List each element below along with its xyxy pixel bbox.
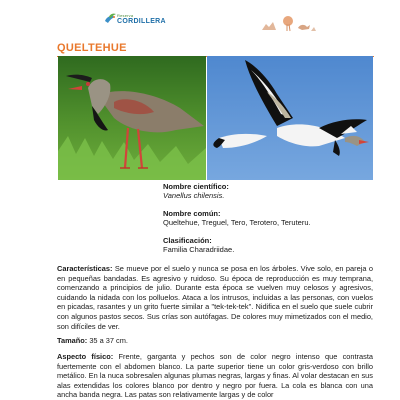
appearance-text: Frente, garganta y pechos son de color negro intenso que contrasta fuertemente con el abdomen blanco. La parte superior tiene un color gris-verdoso con brillo metálico. En la nuca sobresalen algunas plumas negras, largas y finas. Al volar destacan en sus alas extendidas los colores blanco por dentro y negro por fuera. La cola es blanca con una ancha banda negra. Las patas son relativamente largas y de color — [57, 352, 373, 400]
species-info-block — [163, 182, 373, 254]
common-name-value: Queltehue, Treguel, Tero, Terotero, Teruteru. — [163, 218, 311, 227]
characteristics-paragraph — [57, 264, 373, 331]
size-paragraph — [57, 336, 373, 346]
scientific-name-value: Vanellus chilensis. — [163, 191, 225, 200]
common-name-label: Nombre común: — [163, 209, 221, 218]
characteristics-label: Características: — [57, 264, 113, 273]
characteristics-text: Se mueve por el suelo y nunca se posa en los árboles. Vive solo, en pareja o en pequeñas bandadas. Es agresivo y ruidoso. Su época de reproducción es muy temprana, comenzando a principios de julio. Durante esta época se vuelven muy celosos y agresivos, cuidando la nidada con los polluelos. Ataca a los intrusos, incluidas a las personas, con vuelos en picadas, rasantes y un grito fuerte similar a "tek-tek-tek". Nidifica en el suelo que suele cubrir con algunos pastos secos. Sus crías son autófagas. De colores muy mimetizados con el medio, son difíciles de ver. — [57, 264, 373, 331]
hummingbird-logo-icon — [103, 12, 117, 26]
size-text: 35 a 37 cm. — [89, 336, 128, 345]
lapwing-flying-photo — [207, 56, 373, 180]
size-label: Tamaño: — [57, 336, 88, 345]
lapwing-standing-photo — [58, 56, 206, 180]
logo-title: CORDILLERA — [117, 18, 166, 25]
scientific-name-label: Nombre científico: — [163, 182, 229, 191]
page-title: QUELTEHUE — [57, 42, 127, 54]
fauna-silhouettes-icon — [258, 12, 318, 34]
classification-label: Clasificación: — [163, 236, 212, 245]
appearance-paragraph — [57, 352, 373, 400]
logo-subtitle: Reserva — [117, 13, 134, 18]
title-bar — [57, 43, 374, 57]
reserva-cordillera-logo — [103, 12, 166, 34]
appearance-label: Aspecto físico: — [57, 352, 114, 361]
classification-value: Familia Charadriidae. — [163, 245, 235, 254]
page-header — [0, 0, 400, 36]
